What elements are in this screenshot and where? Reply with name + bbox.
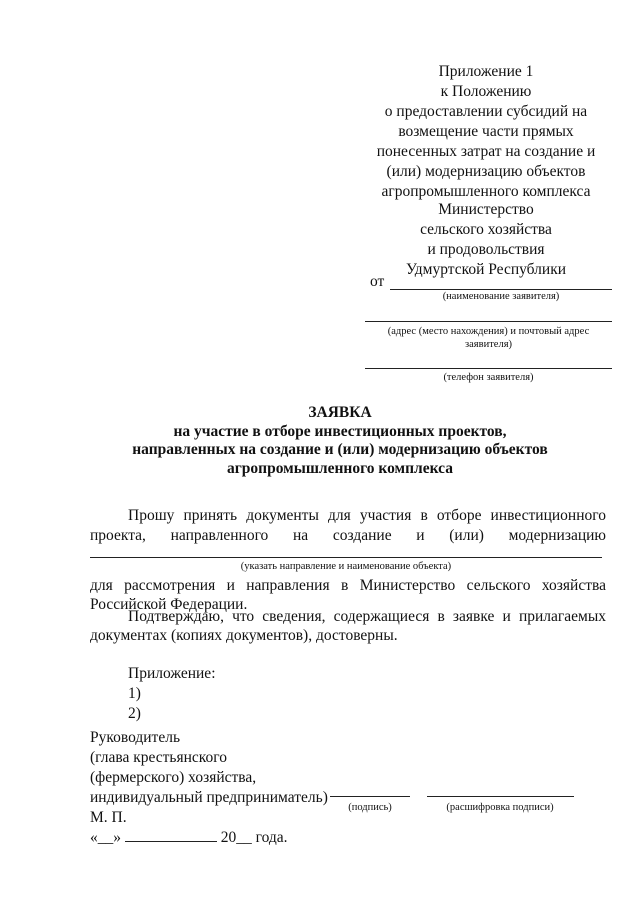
signer-line: Руководитель — [90, 729, 181, 746]
applicant-phone-field[interactable] — [365, 368, 612, 369]
date-suffix: года. — [251, 829, 288, 846]
signer-line: (фермерского) хозяйства, — [90, 769, 257, 786]
appendix-line: (или) модернизацию объектов — [386, 163, 586, 180]
date-month-field[interactable] — [125, 828, 217, 842]
appendix-block — [362, 62, 610, 202]
title-heading: ЗАЯВКА — [308, 404, 372, 421]
addressee-line: и продовольствия — [427, 241, 545, 258]
signer-line: индивидуальный предприниматель) — [90, 789, 328, 806]
attachment-item: 2) — [128, 705, 141, 722]
body-line: документах (копиях документов), достоверны. — [90, 627, 398, 644]
date-day-field[interactable]: __ — [97, 829, 114, 846]
attachments-label: Приложение: — [128, 665, 216, 682]
body-line: проекта, направленного на создание и (или) модернизацию — [90, 527, 606, 544]
signature-decryption-field[interactable] — [427, 796, 574, 797]
addressee-line: сельского хозяйства — [420, 221, 552, 238]
document-title — [60, 404, 620, 478]
address-caption-line: заявителя) — [464, 339, 513, 350]
attachment-item: 1) — [128, 685, 141, 702]
appendix-line: возмещение части прямых — [398, 123, 574, 140]
attachments-block — [128, 664, 216, 724]
addressee-line: Удмуртской Республики — [405, 261, 567, 278]
date-line — [90, 828, 288, 848]
date-year-prefix: 20 — [220, 829, 237, 846]
object-caption: (указать направление и наименование объекта) — [240, 561, 452, 572]
appendix-line: агропромышленного комплекса — [381, 183, 591, 200]
addressee-line: Министерство — [438, 201, 534, 218]
appendix-line: понесенных затрат на создание и — [376, 143, 596, 160]
body-line: для рассмотрения и направления в Министерство сельского хозяйства — [90, 577, 606, 594]
appendix-line: Приложение 1 — [438, 63, 534, 80]
body-line: Прошу принять документы для участия в отборе инвестиционного — [128, 507, 606, 524]
title-line: направленных на создание и (или) модернизацию объектов — [132, 441, 548, 458]
signature-field[interactable] — [330, 796, 410, 797]
object-field[interactable] — [90, 557, 602, 558]
title-line: агропромышленного комплекса — [227, 459, 453, 477]
addressee-block — [362, 200, 610, 280]
signer-line: (глава крестьянского — [90, 749, 228, 766]
applicant-name-caption: (наименование заявителя) — [442, 291, 560, 302]
stamp-label: М. П. — [90, 809, 127, 826]
phone-caption: (телефон заявителя) — [443, 372, 534, 383]
body-line: Подтверждаю, что сведения, содержащиеся в заявке и прилагаемых — [128, 608, 606, 625]
appendix-line: к Положению — [440, 83, 532, 100]
appendix-line: о предоставлении субсидий на — [384, 103, 588, 120]
address-caption — [365, 325, 612, 351]
date-year-field[interactable]: __ — [236, 829, 252, 846]
date-quote-close: » — [113, 829, 121, 846]
signature-block — [90, 728, 328, 828]
signature-caption: (подпись) — [348, 802, 392, 813]
from-label: от — [370, 273, 385, 290]
signature-decryption-caption: (расшифровка подписи) — [446, 802, 554, 813]
title-line: на участие в отборе инвестиционных проектов, — [173, 422, 507, 440]
date-quote-open: « — [90, 829, 98, 846]
address-caption-line: (адрес (место нахождения) и почтовый адрес — [387, 326, 590, 337]
applicant-address-field[interactable] — [365, 321, 612, 322]
body-line: Российской Федерации. — [90, 596, 248, 613]
